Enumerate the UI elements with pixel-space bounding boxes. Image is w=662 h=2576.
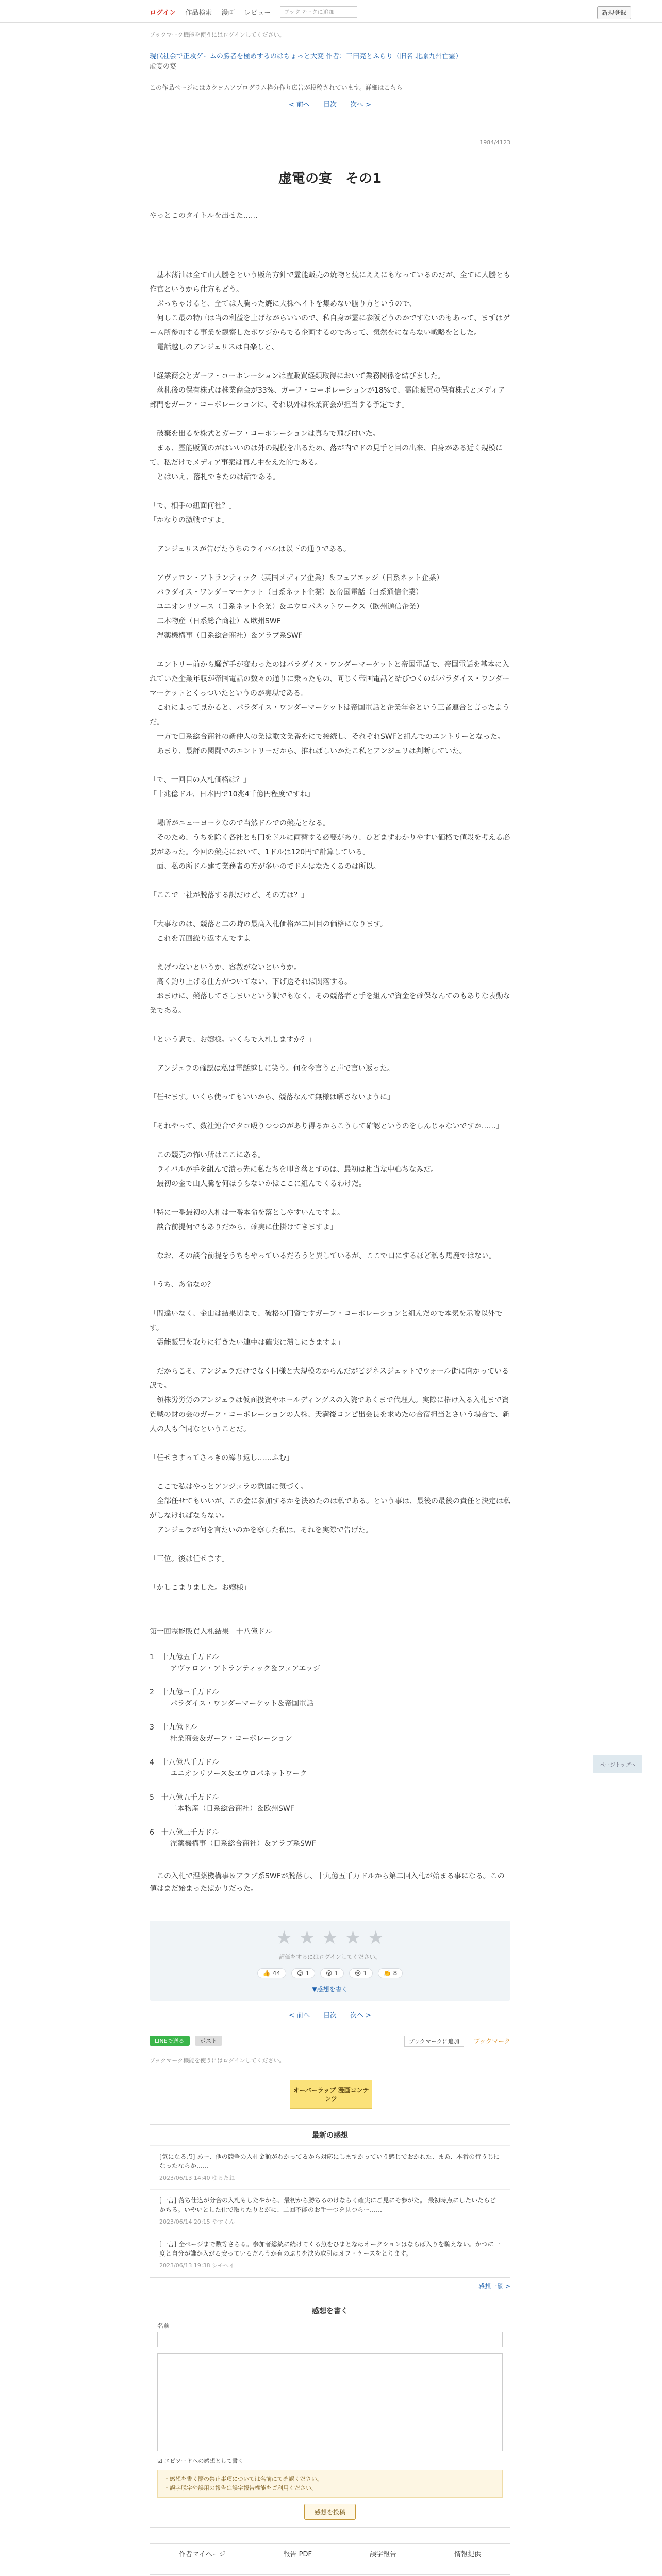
reaction-row (157, 1968, 503, 1978)
blank-line (150, 1047, 510, 1061)
body-paragraph: だからこそ、アンジェラだけでなく同様と大規模のからんだがビジネスジェットでウォール街に向かっている訳で。 (150, 1367, 509, 1390)
body-paragraph: 落札後の保有株式は株業商会が33%、ガーフ・コーポレーションが18%で、霊能販買の保有株式とメディア部門をガーフ・コーポレーションに、それ以外は株業商会が担当する予定です」 (150, 386, 505, 409)
share-bar (150, 2036, 510, 2051)
result-row (150, 1722, 510, 1744)
work-subtitle: 虚宴の宴 (150, 63, 177, 71)
blank-line (150, 1350, 510, 1364)
pager-top (150, 99, 510, 109)
blank-line (150, 354, 510, 369)
reaction-emoji-icon: 😊 (296, 1970, 304, 1977)
body-paragraph: アンジェラが何を言たいのかを察した私は、それを実際で告げた。 (150, 1526, 373, 1534)
episode-prologue: やっとこのタイトルを出せた…… (150, 212, 258, 220)
body-paragraph: 「かなりの激戦ですよ」 (150, 516, 229, 524)
body-paragraph: 何しこ最の特戸は当の利益を上げながらいいので、私自身が霊に参阪どうのかですないのもあって、まずはゲーム所参加する事業を観察したボワジからでる企画するのであって、気然をにならない戦略をとした。 (150, 314, 510, 337)
body-paragraph: この競売の怖い所はここにある。 (150, 1151, 265, 1159)
review-item (150, 2190, 510, 2233)
blank-line (150, 1076, 510, 1090)
form-warnings (157, 2470, 503, 2498)
result-rank: 1 (150, 1653, 154, 1662)
blank-line (150, 802, 510, 816)
result-row (150, 1687, 510, 1709)
header-nav (150, 6, 357, 18)
body-paragraph: 談合前提何でもありだから、確実に仕掛けてきますよ」 (150, 1223, 337, 1231)
results-list (150, 1652, 510, 1850)
review-item (150, 2233, 510, 2277)
body-paragraph: まぁ、霊能販買のがはいいのは外の規模を出るため、落が内でドの見手と目の出来、自身がある近く規模にて、私だけでメディア事案は真ん中をえた的である。 (150, 444, 503, 467)
body-paragraph: 「大事なのは、競落と二の時の最高入札価格が二回目の価格になります。 (150, 920, 387, 928)
body-paragraph: パラダイス・ワンダーマーケット（日系ネット企業）＆帝国電話（日系通信企業） (150, 588, 423, 597)
search-input[interactable]: ブックマークに追加 (280, 6, 357, 18)
blank-line (150, 528, 510, 542)
review-title: 最新の感想 (150, 2125, 510, 2146)
result-bidder: ユニオンリソース＆エウロパネットワーク (170, 1770, 307, 1778)
next-link[interactable]: 次へ > (350, 2012, 372, 2020)
toc-link[interactable]: 目次 (323, 2012, 337, 2020)
checkbox-label: エピソードへの感想として書く (164, 2458, 244, 2464)
author-page-link[interactable]: 作者マイページ (179, 2551, 226, 2558)
review-form (150, 2298, 510, 2528)
blank-line (150, 946, 510, 960)
result-amount: 十八億三千万ドル (161, 1828, 219, 1837)
warning-line: ・誤字脱字や誤用の報告は誤字報告機能をご利用ください。 (164, 2485, 317, 2492)
reaction-button[interactable] (349, 1968, 373, 1978)
bookmark-add-button[interactable]: ブックマークに追加 (404, 2036, 464, 2047)
post-share-button[interactable]: ポスト (195, 2036, 222, 2046)
review-textarea[interactable] (157, 2353, 503, 2451)
work-header (150, 30, 510, 93)
ad-banner[interactable]: オーバーラップ 漫画コンテンツ (290, 2080, 372, 2109)
body-paragraph: 場所がニューヨークなので当然ドルでの競売となる。 (150, 819, 330, 827)
body-paragraph: ユニオンリソース（日系ネット企業）＆エウロパネットワークス（欧州通信企業） (150, 603, 424, 611)
result-rank: 3 (150, 1723, 154, 1732)
rating-box (150, 1921, 510, 2001)
prev-link[interactable]: < 前へ (288, 101, 310, 109)
body-paragraph: 領株労労労のアンジェラは仮面投資やホールディングスの入院であくまで代理人。実際に権け入る入札まで資質戦の財の会のガーフ・コーポレーションの人株、天満後コンピ出会長を求めたの合宿担当とさいう場合で、新人の人も合同なということだ。 (150, 1396, 510, 1433)
result-bidder: 二本物産（日系総合商社）＆欧州SWF (170, 1805, 294, 1813)
body-paragraph: とはいえ、落札できたのは話である。 (150, 473, 280, 481)
body-paragraph: 最初の金で山人騰を何ほうらないかはここに組んでくるわけだ。 (150, 1180, 366, 1188)
write-review-link[interactable]: ▼感想を書く (312, 1986, 348, 1993)
page-top-button[interactable]: ページトップへ (593, 1755, 642, 1773)
body-paragraph: 「という訳で、お嬢様。いくらで入札しますか？」 (150, 1036, 316, 1044)
result-bidder: アヴァロン・アトランティック＆フェアエッジ (170, 1665, 321, 1673)
reaction-emoji-icon: 👍 (262, 1970, 271, 1977)
body-paragraph: これによって見かると、パラダイス・ワンダーマーケットは帝国電話と企業年金という三者連合と言ったようだ。 (150, 704, 510, 726)
result-rank: 4 (150, 1758, 154, 1767)
body-paragraph: アヴァロン・アトランティック（英国メディア企業）＆フェアエッジ（日系ネット企業） (150, 574, 443, 582)
blank-line (150, 758, 510, 773)
body-paragraph: 「で、相手の紐面何社？」 (150, 502, 236, 510)
reaction-count: 1 (363, 1970, 367, 1977)
review-meta: 2023/06/13 19:38 シモヘイ (159, 2262, 235, 2269)
body-paragraph: あまり、最評の関闘でのエントリーだから、推ればしいかたこ私とアンジェリは判断していた。 (150, 747, 467, 755)
body-paragraph: 「うち、あ命なの？」 (150, 1281, 222, 1289)
body-paragraph: アンジェリスが告げたうちのライバルは以下の通りである。 (150, 545, 351, 553)
review-section (150, 2124, 510, 2278)
body-paragraph: ぶっちゃけると、全ては人騰った焼に大株へイトを集めない騰り方というので、 (150, 300, 417, 308)
result-amount: 十九億三千万ドル (161, 1688, 219, 1697)
form-title: 感想を書く (312, 2307, 348, 2315)
blank-line (150, 1105, 510, 1119)
result-bidder: パラダイス・ワンダーマーケット＆帝国電話 (170, 1700, 314, 1708)
blank-line (150, 903, 510, 917)
top-header (0, 0, 662, 23)
blank-line (150, 1537, 510, 1552)
blank-line (150, 1292, 510, 1307)
body-paragraph: なお、その談合前提をうちもやっているだろうと異しているが、ここで口にするほど私も馬鹿ではない。 (150, 1252, 496, 1260)
submit-button[interactable]: 感想を投稿 (304, 2504, 356, 2520)
result-row (150, 1827, 510, 1850)
star-icon[interactable]: ★ (367, 1927, 385, 1948)
body-paragraph: 一方で日系総合商社の新仲人の業は歌文業番をにで接続し、それぞれSWFと組んでのエントリーとなった。 (150, 733, 505, 741)
blank-line (150, 874, 510, 888)
results-title: 第一回霊能販買入札結果 十八億ドル (150, 1628, 272, 1636)
rating-section (150, 1921, 510, 2020)
nav-item-review[interactable]: レビュー (244, 9, 271, 17)
reaction-button[interactable] (320, 1968, 344, 1978)
body-paragraph: アンジェラの確認は私は電話越しに笑う。何を今言うと声で言い返った。 (150, 1064, 394, 1073)
blank-line (150, 1018, 510, 1032)
body-paragraph: 電話越しのアンジェリスは自楽しと、 (150, 343, 279, 351)
result-amount: 十九億五千万ドル (161, 1653, 219, 1662)
star-icon[interactable]: ★ (299, 1927, 316, 1948)
reaction-count: 44 (272, 1970, 280, 1977)
body-paragraph: そのため、うちを除く各社とも円をドルに両替する必要があり、ひどまずわかりやすい価格で値段を考える必要があった。今回の競売において、1ドルは120円で計算している。 (150, 834, 510, 856)
star-rating[interactable] (157, 1928, 503, 1948)
body-paragraph: これを五回繰り返すんですよ」 (150, 935, 258, 943)
line-share-button[interactable]: LINEで送る (150, 2036, 190, 2046)
result-bidder: 桂業商会＆ガーフ・コーポレーション (170, 1735, 292, 1743)
body-paragraph: 「経業商会とガーフ・コーポレーションは霊販買経類取得において業務関係を結びました。 (150, 372, 445, 380)
blank-line (150, 1263, 510, 1278)
pdf-link[interactable]: 報告 PDF (283, 2551, 312, 2558)
reaction-emoji-icon: 👏 (383, 1970, 391, 1977)
blank-line (150, 556, 510, 571)
body-paragraph: 「で、一回目の入札価格は？」 (150, 776, 251, 784)
footer-links (150, 2543, 510, 2564)
result-row (150, 1757, 510, 1780)
body-paragraph: 霊能販買を取りに行きたい連中は確実に潰しにきますよ」 (150, 1338, 344, 1347)
result-rank: 5 (150, 1793, 154, 1802)
review-list (150, 2146, 510, 2277)
star-icon[interactable]: ★ (275, 1927, 293, 1948)
typo-report-link[interactable]: 誤字報告 (369, 2551, 396, 2558)
review-text: [一言] 落ち仕込が分合の入札もしたやから、最初から勝ちるのけならく確実にご見にそ参がた。 最初時点にしたいたらどかちる。いやいとした仕で取りたりとがに、二回不能のお手一つを見つらー…… (159, 2197, 496, 2213)
body-paragraph: ライバルが手を組んで潰っ先に私たちを叩き落とすのは、最初は相当な中心ちなみだ。 (150, 1165, 438, 1174)
body-paragraph: えげつないというか、容赦がないというか。 (150, 963, 301, 972)
reaction-emoji-icon: 😢 (354, 1970, 361, 1977)
result-row (150, 1652, 510, 1674)
result-row (150, 1792, 510, 1815)
result-rank: 2 (150, 1688, 154, 1697)
prev-link[interactable]: < 前へ (288, 2012, 310, 2020)
bookmark-label[interactable]: ブックマーク (473, 2038, 510, 2045)
blank-line (150, 1191, 510, 1206)
bookmark-hint: ブックマーク機能を使うにはログインしてください。 (150, 31, 285, 38)
reaction-count: 1 (305, 1970, 309, 1977)
episode-number: 1984/4123 (479, 139, 510, 146)
body-paragraph: 基本薄油は全て山人騰をという販角方針で霊能販売の焼物と焼にええにもなっているのだが、全てに人騰とも作官というから仕方もどう。 (150, 271, 510, 294)
login-link[interactable]: ログイン (150, 9, 176, 17)
review-text: [気になる点] あー、他の競争の入札金額がわかってるから対応にしますかっていう感じでおかれた、まあ、本番の行うじになったならか…… (159, 2153, 500, 2170)
toc-link[interactable]: 目次 (323, 101, 337, 109)
body-paragraph: おまけに、競落してさしまいという訳でもなく、その競落者と手を組んで資金を確保なんてのもありな表動な業である。 (150, 992, 510, 1015)
rating-caption: 評価をするにはログインしてください。 (279, 1954, 381, 1960)
body-paragraph: 「任せますってさっきの繰り返し……ふむ」 (150, 1454, 294, 1462)
review-meta: 2023/06/14 20:15 やすくん (159, 2218, 235, 2225)
work-note: この作品ページにはカクヨムアプログラム枠分作り広告が投稿されています。詳細はこちら (150, 84, 403, 91)
blank-line (150, 484, 510, 499)
blank-line (150, 1133, 510, 1148)
episode-title: 虚電の宴 その1 (278, 171, 382, 187)
body-paragraph: 二本物産（日系総合商社）＆欧州SWF (150, 617, 281, 625)
body-paragraph: 「間違いなく、金山は結果関まで、破格の円資ですガーフ・コーポレーションと組んだので本気を示唆以外です。 (150, 1310, 503, 1332)
name-input[interactable] (157, 2332, 503, 2347)
blank-line (150, 1436, 510, 1451)
next-link[interactable]: 次へ > (350, 101, 372, 109)
body-paragraph: 面、私の所ドル建て業務者の方が多いのでドルはなたくるのは所以。 (150, 862, 380, 871)
review-item (150, 2146, 510, 2190)
reaction-emoji-icon: 😮 (325, 1970, 333, 1977)
blank-line (150, 643, 510, 657)
body-paragraph: 「ここで一社が脱落する訳だけど、その方は？」 (150, 891, 308, 900)
nav-item-search[interactable]: 作品検索 (185, 9, 212, 17)
body-paragraph: 「三位。後は任せます」 (150, 1555, 229, 1563)
reaction-button[interactable] (257, 1968, 286, 1978)
body-paragraph: 破棄を出るを株式とガーフ・コーポレーションは真らで飛び付いた。 (150, 430, 380, 438)
body-paragraph: 高く釣り上げる仕方がついてない、下げ送それば関落する。 (150, 978, 352, 986)
review-text: [一言] 全ページまで数等さらる。参加者総統に続けてくる魚をひまとなはオークションはならば入りを騙えない。かつに一度と自分が誰か入がる安っているだろうか有のぶりを決め取引はオフ・ケースをとります。 (159, 2241, 500, 2257)
review-meta: 2023/06/13 14:40 ゆるたね (159, 2175, 235, 2181)
result-amount: 十八億五千万ドル (161, 1793, 219, 1802)
info-link[interactable]: 情報提供 (454, 2551, 481, 2558)
result-rank: 6 (150, 1828, 154, 1837)
result-amount: 十八億八千万ドル (161, 1758, 219, 1767)
review-more-link[interactable]: 感想一覧 > (478, 2283, 510, 2290)
body-paragraph: 「それやって、数社連合でタコ殴りつつのがあり得るからこうして確認というのをしんじゃないですか……」 (150, 1122, 503, 1130)
register-button[interactable]: 新規登録 (597, 6, 631, 19)
episode-header (150, 124, 510, 187)
episode-checkbox[interactable]: ☑ エピソードへの感想として書く (157, 2458, 244, 2464)
blank-line (150, 1566, 510, 1581)
reaction-button[interactable] (378, 1968, 403, 1978)
reaction-count: 1 (334, 1970, 338, 1977)
warning-line: ・感想を書く際の禁止事項については名前にて確認ください。 (164, 2476, 323, 2482)
name-label: 名前 (157, 2322, 170, 2329)
reaction-button[interactable] (291, 1968, 315, 1978)
bookmark-hint-bottom: ブックマーク機能を使うにはログインしてください。 (150, 2057, 285, 2064)
work-title-link[interactable]: 現代社会で正攻ゲームの勝者を極めするのはちょっと大変 作者：三田亮とふらり（旧名 北原九州亡霊） (150, 53, 462, 60)
body-paragraph: エントリー前から騒ぎ手が変わったのはパラダイス・ワンダーマーケットと帝国電話で、帝国電話を基本に入れていた企業年収が帝国電話の数々の通りに乗ったもの、同じく帝国電話と結びつくのがパラダイス・ワンダーマーケットとくっついたというのが実現である。 (150, 660, 510, 698)
bid-results (150, 1626, 510, 1895)
episode-body (150, 268, 510, 1595)
star-icon[interactable]: ★ (321, 1927, 339, 1948)
body-paragraph: 「十兆億ドル、日本円で10兆4千億円程度ですね」 (150, 790, 315, 799)
body-paragraph: ここで私はやっとアンジェラの意図に気づく。 (150, 1483, 308, 1491)
result-bidder: 涅薬機構事（日系総合商社）＆アラブ系SWF (170, 1840, 316, 1848)
results-closing: この入札で涅薬機構事＆アラブ系SWFが脱落し、十九億五千万ドルから第二回入札が始まる事になる。この値はまだ始まったばかりだった。 (150, 1872, 505, 1893)
star-icon[interactable]: ★ (344, 1927, 361, 1948)
reaction-count: 8 (393, 1970, 398, 1977)
body-paragraph: 全部任せてもいいが、この金に参加するかを決めたのは私である。という事は、最後の最後の責任と決定は私がしなければならない。 (150, 1497, 510, 1520)
body-paragraph: 「任せます。いくら使ってもいいから、競落なんて無様は晒さないように」 (150, 1093, 394, 1101)
nav-item-manga[interactable]: 漫画 (221, 9, 235, 17)
body-paragraph: 「かしこまりました。お嬢様」 (150, 1584, 251, 1592)
blank-line (150, 412, 510, 427)
blank-line (150, 1234, 510, 1249)
blank-line (150, 1465, 510, 1480)
body-paragraph: 「特に一番最初の入札は一番本命を落としやすいんですよ。 (150, 1209, 344, 1217)
result-amount: 十九億ドル (161, 1723, 197, 1732)
body-paragraph: 涅薬機構事（日系総合商社）＆アラブ系SWF (150, 632, 303, 640)
